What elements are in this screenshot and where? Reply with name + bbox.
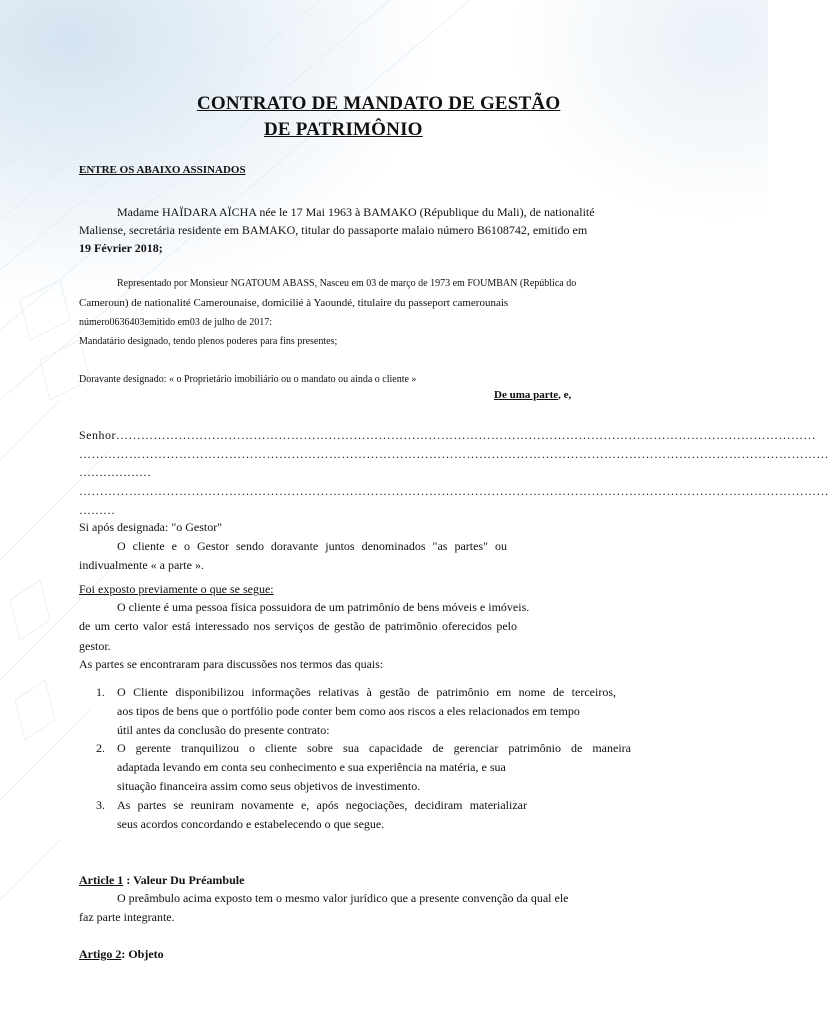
representative-line1: Representado por Monsieur NGATOUM ABASS, Nasceu em 03 de março de 1973 em FOUMBAN (República do [117,278,577,289]
list-number-1: 1. [96,685,105,699]
one-part-underlined: De uma parte [494,389,559,401]
article1-heading-title: : Valeur Du Préambule [123,873,245,887]
senhor-dots3: ……………… [79,465,151,479]
exposed-line2-text: de um certo valor está interessado nos serviços de gestão de patrimônio oferecidos pelo [79,619,517,633]
one-part-rest: , e, [558,389,572,401]
gestor-designation: Si após designada: "o Gestor" [79,520,223,534]
list-item-2-line1 [117,742,631,754]
list-number-2: 2. [96,741,105,755]
list-item-1-line1 [117,686,616,698]
list-item-1-line2: aos tipos de bens que o portfólio pode conter bem como aos riscos a eles relacionados em tempo [117,704,580,718]
list-number-3: 3. [96,798,105,812]
parties-line1-text: O cliente e o Gestor sendo doravante juntos denominados "as partes" ou [117,539,507,553]
party1-line3: 19 Février 2018; [79,241,163,255]
document-title-line1: CONTRATO DE MANDATO DE GESTÃO [197,93,561,114]
senhor-dots4: ……………………………………………………………………………………………………………………………………………………………… [79,484,829,498]
article1-heading-number: Article 1 [79,873,124,887]
representative-line4: Mandatário designado, tendo plenos poderes para fins presentes; [79,336,338,347]
party1-line1: Madame HAÏDARA AÏCHA née le 17 Mai 1963 à BAMAKO (République du Mali), de nationalité [117,205,595,219]
article2-heading-title: : Objeto [121,947,164,961]
list-item-1-line3: útil antes da conclusão do presente contrato: [117,723,330,737]
list-item-2-line1-text: O gerente tranquilizou o cliente sobre sua capacidade de gerenciar patrimônio de maneira [117,741,631,755]
senhor-dots1: …………………………………………………………………………………………………………………………………………………… [116,428,816,442]
exposed-line1: O cliente é uma pessoa física possuidora de um patrimônio de bens móveis e imóveis. [117,600,530,614]
one-part-label [494,390,571,401]
article2-heading [79,948,164,960]
representative-line3: número0636403emitido em03 de julho de 2017: [79,317,273,328]
list-item-2-line2: adaptada levando em conta seu conhecimento e sua experiência na matéria, e sua [117,760,506,774]
article1-heading [79,874,244,886]
parties-line1 [117,540,507,552]
senhor-dots5: ……… [79,503,115,517]
article2-heading-number: Artigo 2 [79,947,122,961]
exposed-line2 [79,620,517,632]
section-header: ENTRE OS ABAIXO ASSINADOS [79,164,246,176]
list-item-3-line1 [117,799,527,811]
list-item-3-line1-text: As partes se reuniram novamente e, após negociações, decidiram materializar [117,798,527,812]
representative-line2: Cameroun) de nationalité Camerounaise, domicilié à Yaoundé, titulaire du passeport camerounais [79,297,509,309]
article1-line2: faz parte integrante. [79,910,175,924]
article1-line1: O preâmbulo acima exposto tem o mesmo valor jurídico que a presente convenção da qual ele [117,891,569,905]
document-title-line2: DE PATRIMÔNIO [264,119,423,140]
senhor-dots2: ……………………………………………………………………………………………………………………………………………………………… [79,447,829,461]
list-item-1-line1-text: O Cliente disponibilizou informações relativas à gestão de patrimônio em nome de terceiros, [117,685,616,699]
exposed-heading: Foi exposto previamente o que se segue: [79,582,274,596]
party1-line2: Maliense, secretária residente em BAMAKO, titular do passaporte malaio número B6108742, emitido em [79,223,588,237]
exposed-line4: As partes se encontraram para discussões nos termos das quais: [79,657,384,671]
exposed-line3: gestor. [79,639,111,653]
parties-line2: indivualmente « a parte ». [79,558,204,572]
client-designation: Doravante designado: « o Proprietário imobiliário ou o mandato ou ainda o cliente » [79,374,417,385]
senhor-blank-line1 [79,428,816,442]
list-item-3-line2: seus acordos concordando e estabelecendo o que segue. [117,817,385,831]
list-item-2-line3: situação financeira assim como seus objetivos de investimento. [117,779,421,793]
senhor-label: Senhor [79,428,116,442]
